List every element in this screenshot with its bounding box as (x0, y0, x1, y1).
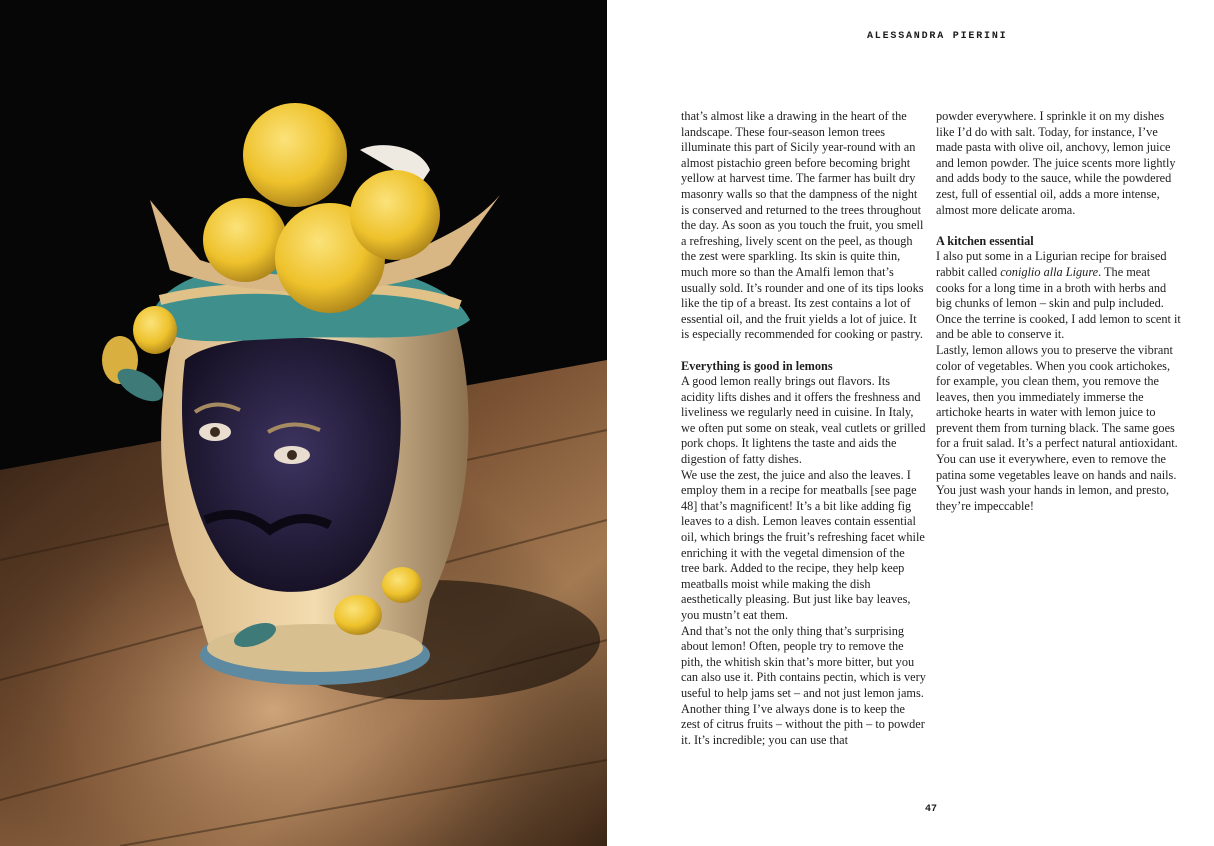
section-heading-kitchen-essential: A kitchen essential (936, 233, 1034, 248)
text-column-right (936, 109, 1181, 514)
paragraph: We use the zest, the juice and also the leaves. I employ them in a recipe for meatballs [see page 48] that’s magnificent! It’s a bit like adding fig leaves to a dish. Lemon leaves contain essential oil, which brings the fruit’s refreshing facet while enriching it with the vegetal dimension of the tree bark. Added to the recipe, they help keep meatballs moist while making the dish aesthetically pleasing. But just like bay leaves, you mustn’t eat them. (681, 467, 925, 622)
paragraph: Lastly, lemon allows you to preserve the vibrant color of vegetables. When you cook artichokes, for example, you clean them, you remove the leaves, then you immediately immerse the artichoke hearts in water with lemon juice to prevent them from turning black. The same goes for a fruit salad. It’s a perfect natural antioxidant. You can use it everywhere, even to remove the patina some vegetables leave on hands and nails. You just wash your hands in lemon, and presto, they’re impeccable! (936, 342, 1178, 513)
paragraph-ligurian-rabbit (936, 249, 1181, 343)
article-page (607, 0, 1214, 846)
paragraph-gap (681, 343, 926, 359)
recipe-name-italic: coniglio alla Ligure (1000, 264, 1099, 279)
paragraph: powder everywhere. I sprinkle it on my dishes like I’d do with salt. Today, for instance, I’ve made pasta with olive oil, anchovy, lemon juice and lemon powder. The juice scents more lightly and adds body to the sauce, while the powdered zest, full of essential oil, adds a more intense, almost more delicate aroma. (936, 109, 1176, 217)
paragraph-gap (936, 218, 1181, 234)
text-run: I also put some in a Ligurian recipe for braised rabbit called (936, 249, 1167, 279)
text-run: . The meat cooks for a long time in a broth with herbs and big chunks of lemon – skin and pulp included. Once the terrine is cooked, I add lemon to scent it and be able to conserve it. (936, 264, 1181, 342)
paragraph: And that’s not the only thing that’s surprising about lemon! Often, people try to remove the pith, the whitish skin that’s more bitter, but you can also use it. Pith contains pectin, which is very useful to help jams set – and not just lemon jams. (681, 623, 926, 700)
section-heading-everything-good: Everything is good in lemons (681, 358, 833, 373)
text-column-left (681, 109, 926, 748)
running-head-author: ALESSANDRA PIERINI (867, 31, 1008, 42)
page-number: 47 (925, 804, 938, 815)
paragraph: Another thing I’ve always done is to keep the zest of citrus fruits – without the pith – to powder it. It’s incredible; you can use that (681, 701, 925, 747)
paragraph: A good lemon really brings out flavors. Its acidity lifts dishes and it offers the freshness and liveliness we regularly need in cuisine. In Italy, we often put some on steak, veal cutlets or grilled pork chops. It lightens the taste and aids the digestion of fatty dishes. (681, 374, 926, 467)
paragraph: that’s almost like a drawing in the heart of the landscape. These four-season lemon trees illuminate this part of Sicily year-round with an almost pistachio green before becoming bright yellow at harvest time. The farmer has built dry masonry walls so that the dampness of the night is conserved and returned to the trees throughout the day. As soon as you touch the fruit, you smell a refreshing, lively scent on the peel, as though the zest were sparkling. Its skin is quite thin, much more so than the Amalfi lemon that’s usually sold. It’s rounder and one of its tips looks like the tip of a breast. Its zest contains a lot of essential oil, and the fruit yields a lot of juice. It is especially recommended for cooking or pastry. (681, 109, 924, 342)
